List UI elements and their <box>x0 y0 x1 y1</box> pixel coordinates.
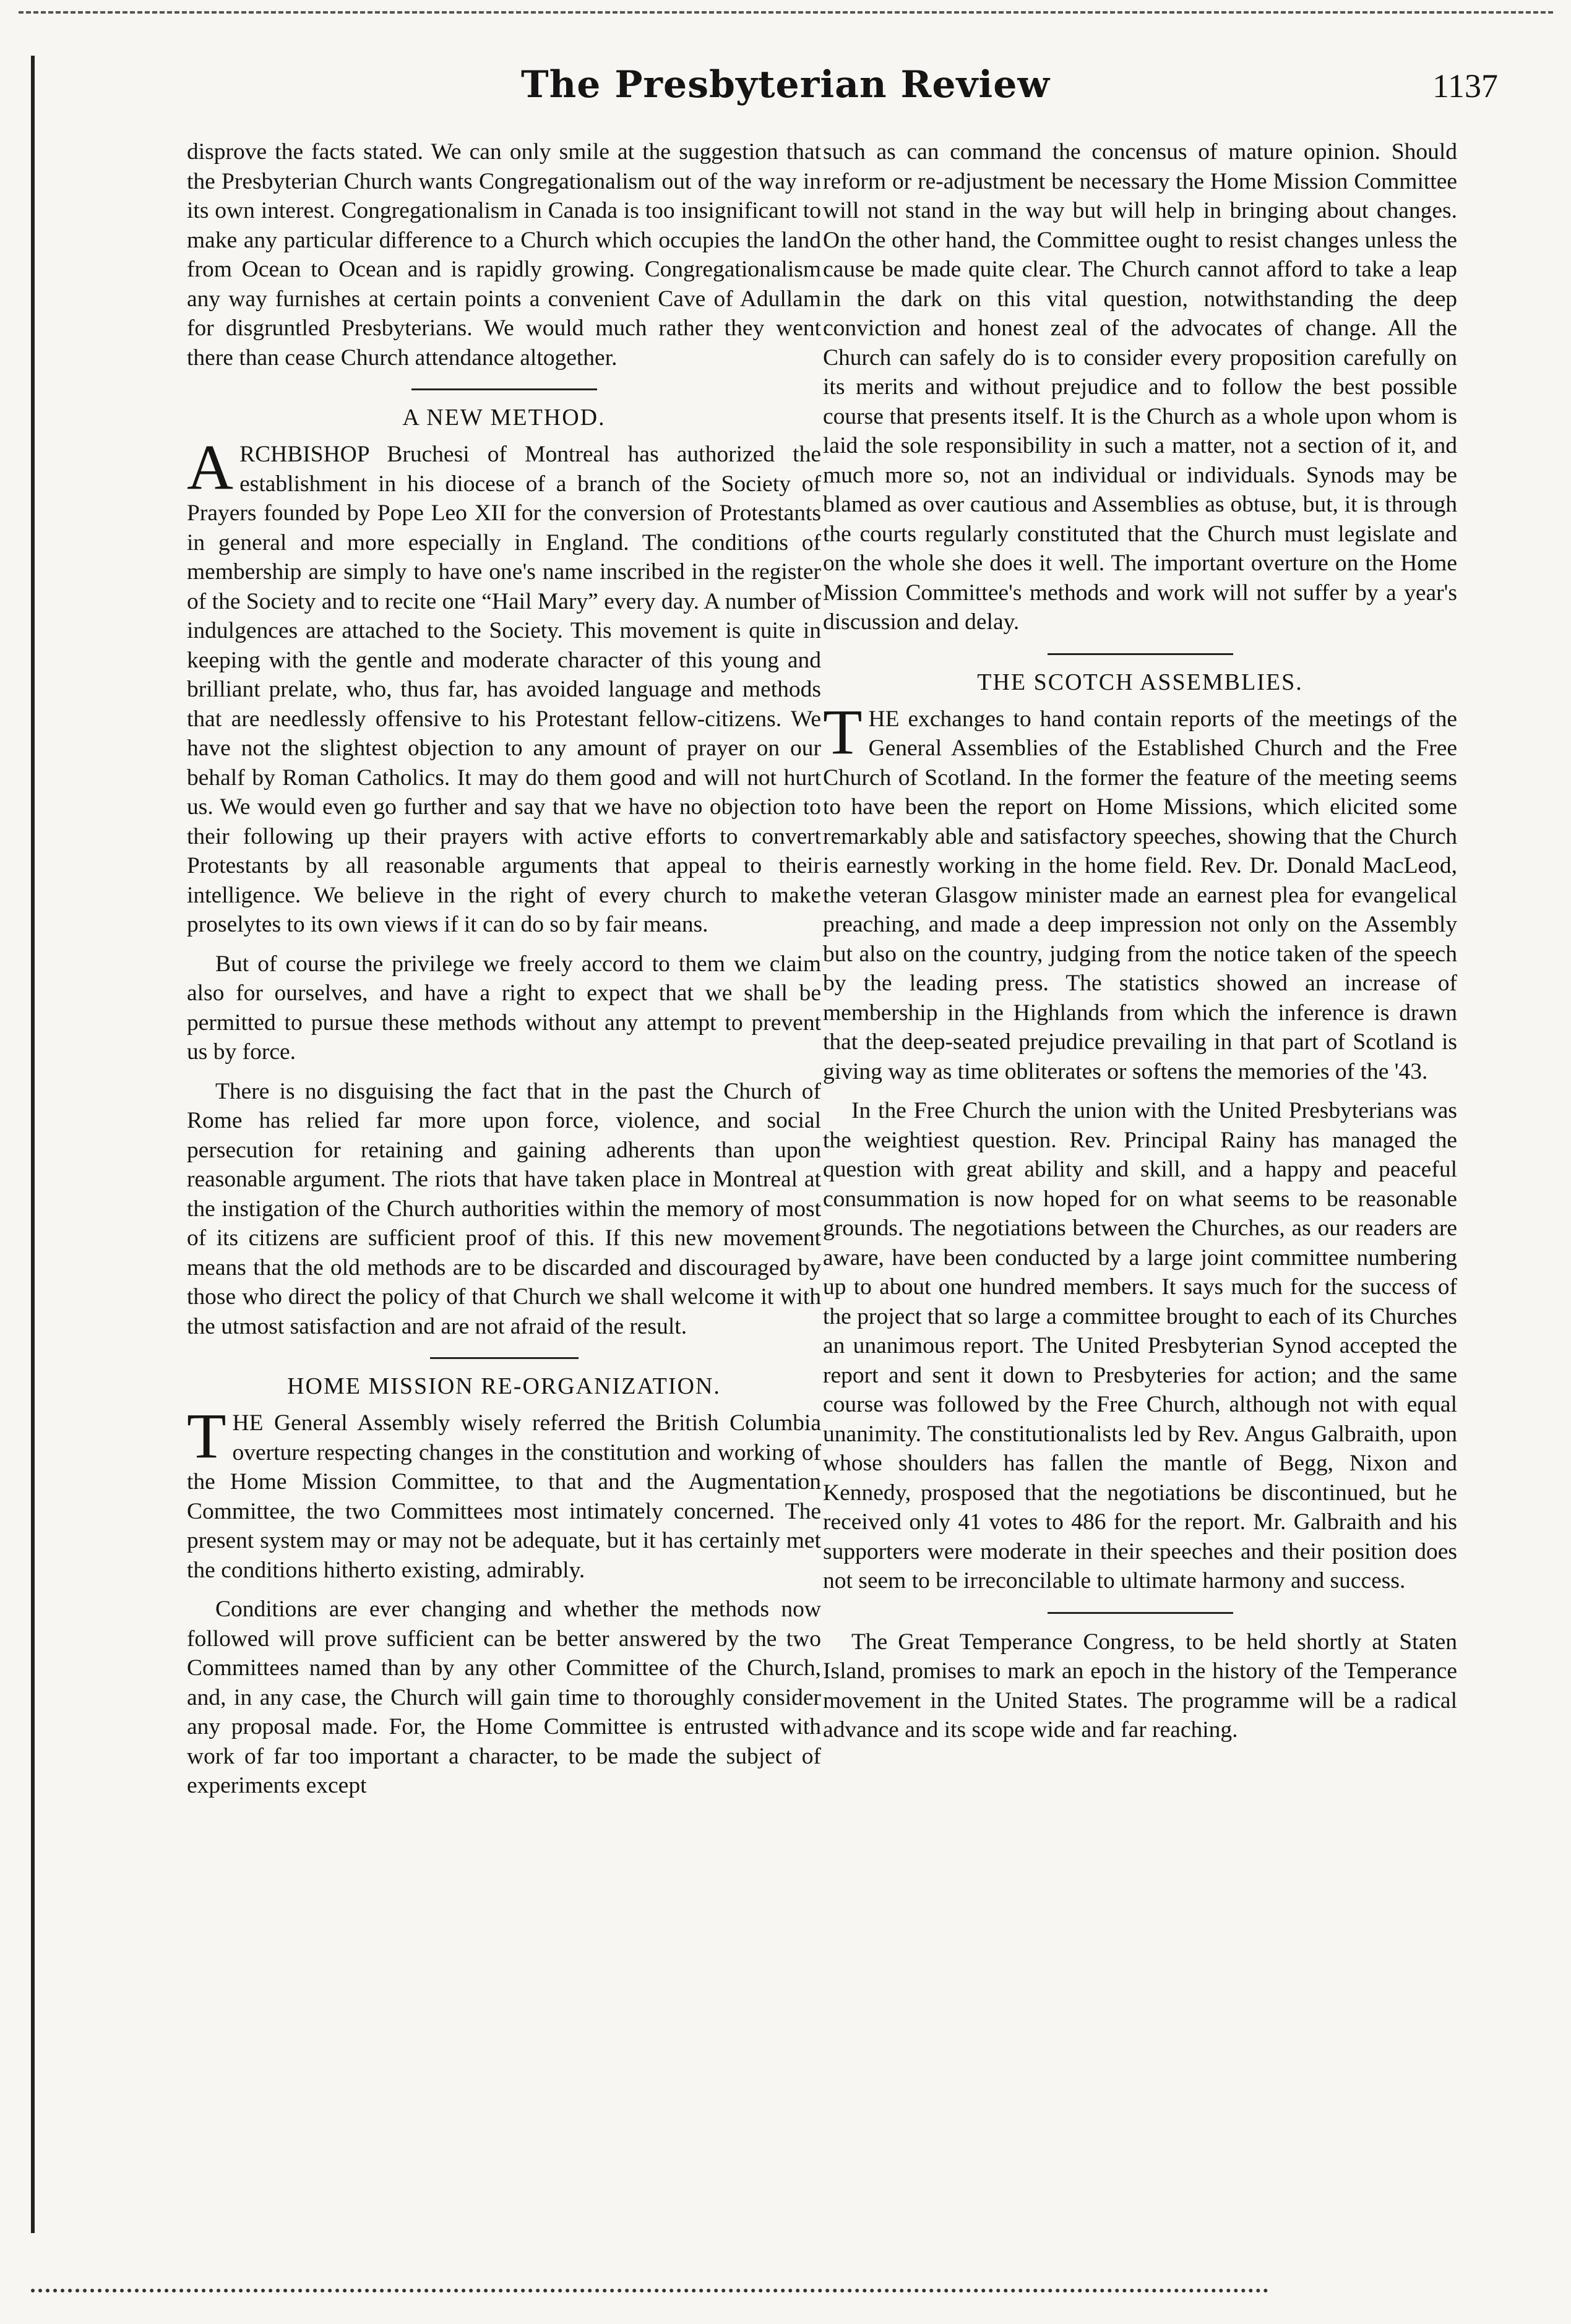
section-divider <box>411 388 597 390</box>
heading-scotch-assemblies: THE SCOTCH ASSEMBLIES. <box>977 669 1303 695</box>
left-binding-edge <box>31 56 35 2233</box>
drop-cap: T <box>187 1400 226 1472</box>
bottom-scan-smudge <box>31 2289 1268 2301</box>
drop-cap: A <box>187 432 234 503</box>
home-mission-paragraph-1: THE General Assembly wisely referred the British Columbia overture respecting changes in the constitution and working of the Home Mission Committee, to that and the Augmentation Committee, the two Committees most intimately concerned. The present system may or may not be adequate, but it has certainly met the conditions hitherto existing, admirably. <box>187 1400 821 1583</box>
left-column <box>187 137 821 1811</box>
page-number: 1137 <box>1432 67 1498 105</box>
new-method-paragraph-2: But of course the privilege we freely accord to them we claim also for ourselves, and have a right to expect that we shall be permitted to pursue these methods without any attempt to prevent us by force. <box>187 951 821 1065</box>
scotch-paragraph-2: In the Free Church the union with the United Presbyterians was the weightiest question. Rev. Principal Rainy has managed the question with great ability and skill, and a happy and peaceful consummation is now hoped for on what seems to be reasonable grounds. The negotiations between the Churches, as our readers are aware, have been conducted by a large joint committee numbering up to about one hundred members. It says much for the success of the project that so large a committee brought to each of its Churches an unanimous report. The United Presbyterian Synod accepted the report and sent it down to Presbyteries for action; and the same course was followed by the Free Church, although not with equal unanimity. The constitutionalists led by Rev. Angus Galbraith, upon whose shoulders has fallen the mantle of Begg, Nixon and Kennedy, prosposed that the negotiations be discontinued, but he received only 41 votes to 486 for the report. Mr. Galbraith and his supporters were moderate in their speeches and their position does not seem to be irreconcilable to ultimate harmony and success. <box>823 1098 1457 1593</box>
right-column <box>823 137 1457 1755</box>
masthead <box>0 62 1571 118</box>
heading-home-mission: HOME MISSION RE-ORGANIZATION. <box>287 1373 721 1399</box>
temperance-paragraph: The Great Temperance Congress, to be held shortly at Staten Island, promises to mark an epoch in the history of the Temperance movement in the United States. The programme will be a radical advance and its scope wide and far reaching. <box>823 1629 1457 1743</box>
heading-new-method: A NEW METHOD. <box>402 405 606 431</box>
section-divider <box>1048 1612 1233 1614</box>
section-divider <box>430 1357 579 1359</box>
continuation-paragraph: such as can command the concensus of mature opinion. Should reform or re-adjustment be necessary the Home Mission Committee will not stand in the way but will help in bringing about changes. On the other hand, the Committee ought to resist changes unless the cause be made quite clear. The Church cannot afford to take a leap in the dark on this vital question, notwithstanding the deep conviction and honest zeal of the advocates of change. All the Church can safely do is to consider every proposition carefully on its merits and without prejudice and to follow the best possible course that presents itself. It is the Church as a whole upon whom is laid the sole responsibility in such a matter, not a section of it, and much more so, not an individual or individuals. Synods may be blamed as over cautious and Assemblies as obtuse, but, it is through the courts regularly constituted that the Church must legislate and on the whole she does it well. The important overture on the Home Mission Committee's methods and work will not suffer by a year's discussion and delay. <box>823 139 1457 635</box>
section-divider <box>1048 653 1233 655</box>
home-mission-paragraph-2: Conditions are ever changing and whether the methods now followed will prove sufficient can be better answered by the two Committees named than by any other Committee of the Church, and, in any case, the Church will gain time to thoroughly consider any proposal made. For, the Home Committee is entrusted with work of far too important a character, to be made the subject of experiments except <box>187 1597 821 1798</box>
top-scan-rule <box>19 11 1553 14</box>
new-method-paragraph-3: There is no disguising the fact that in the past the Church of Rome has relied far more upon force, violence, and social persecution for retaining and gaining adherents than upon reasonable argument. The riots that have taken place in Montreal at the instigation of the Church authorities within the memory of most of its citizens are sufficient proof of this. If this new movement means that the old methods are to be discarded and discouraged by those who direct the policy of that Church we shall welcome it with the utmost satisfaction and are not afraid of the result. <box>187 1078 821 1339</box>
drop-cap: T <box>823 696 863 768</box>
journal-title: The Presbyterian Review <box>520 63 1051 106</box>
new-method-paragraph-1: ARCHBISHOP Bruchesi of Montreal has authorized the establishment in his diocese of a branch of the Society of Prayers founded by Pope Leo XII for the conversion of Protestants in general and more especially in England. The conditions of membership are simply to have one's name inscribed in the register of the Society and to recite one “Hail Mary” every day. A number of indulgences are attached to the Society. This movement is quite in keeping with the gentle and moderate character of this young and brilliant prelate, who, thus far, has avoided language and methods that are needlessly offensive to his Protestant fellow-citizens. We have not the slightest objection to any amount of prayer on our behalf by Roman Catholics. It may do them good and will not hurt us. We would even go further and say that we have no objection to their following up their prayers with active efforts to convert Protestants by all reasonable arguments that appeal to their intelligence. We believe in the right of every church to make proselytes to its own views if it can do so by fair means. <box>187 432 821 937</box>
scotch-paragraph-1: THE exchanges to hand contain reports of the meetings of the General Assemblies of the Established Church and the Free Church of Scotland. In the former the feature of the meeting seems to have been the report on Home Missions, which elicited some remarkably able and satisfactory speeches, showing that the Church is earnestly working in the home field. Rev. Dr. Donald MacLeod, the veteran Glasgow minister made an earnest plea for evangelical preaching, and made a deep impression not only on the Assembly but also on the country, judging from the notice taken of the speech by the leading press. The statistics showed an increase of membership in the Highlands from which the inference is drawn that the deep-seated prejudice prevailing in that part of Scotland is giving way as time obliterates or softens the memories of the '43. <box>823 696 1457 1084</box>
intro-paragraph: disprove the facts stated. We can only smile at the suggestion that the Presbyterian Church wants Congregationalism out of the way in its own interest. Congregationalism in Canada is too insignificant to make any particular difference to a Church which occupies the land from Ocean to Ocean and is rapidly growing. Congregationalism any way furnishes at certain points a convenient Cave of Adullam for disgruntled Presbyterians. We would much rather they went there than cease Church attendance altogether. <box>187 139 821 371</box>
